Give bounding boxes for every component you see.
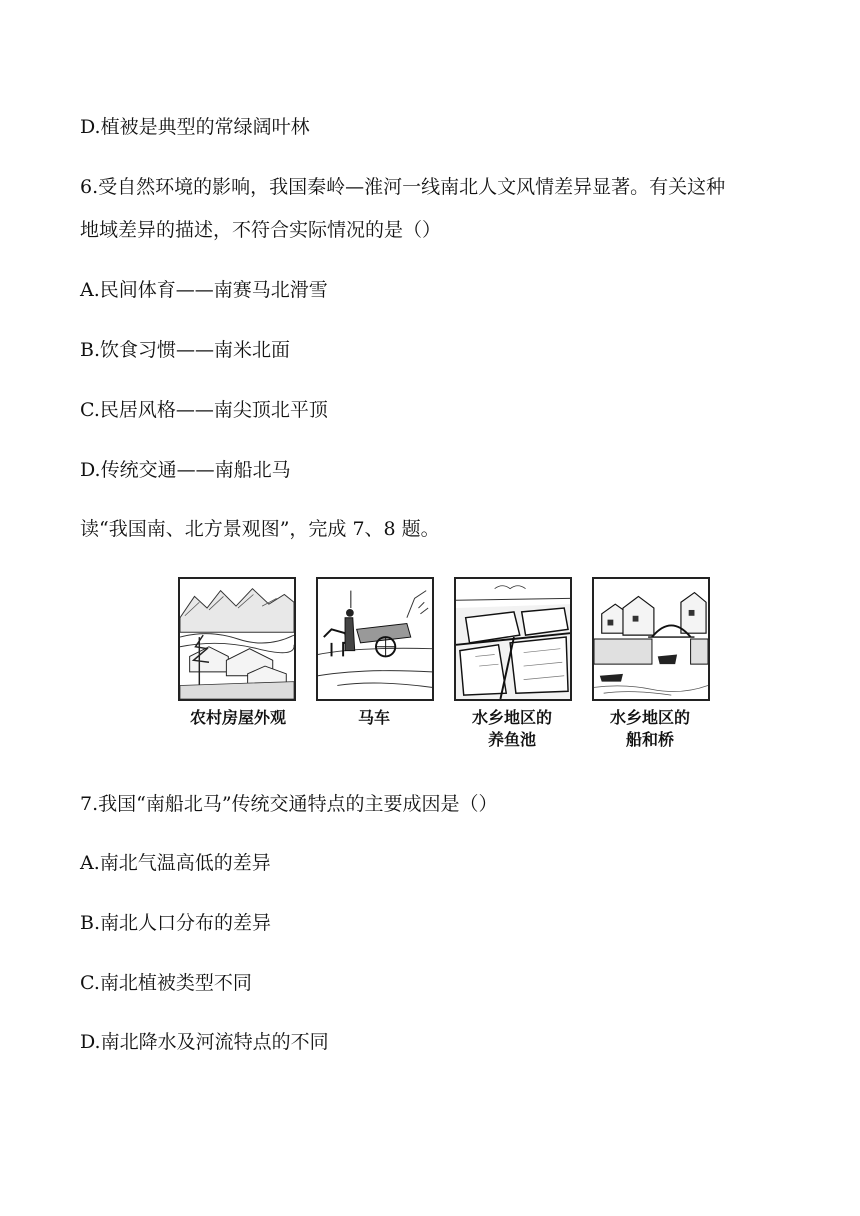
boat-bridge-illustration: [592, 577, 710, 701]
option-6d: D.传统交通——南船北马: [80, 459, 291, 481]
question-6-stem-line-1: 6.受自然环境的影响，我国秦岭—淮河一线南北人文风情差异显著。有关这种: [80, 176, 726, 198]
question-6-stem-line-2: 地域差异的描述，不符合实际情况的是（）: [80, 219, 442, 241]
option-7a: A.南北气温高低的差异: [80, 852, 271, 874]
caption-boat-bridge: 水乡地区的 船和桥: [609, 708, 690, 749]
caption-rural-houses: 农村房屋外观: [189, 708, 286, 727]
option-6c: C.民居风格——南尖顶北平顶: [80, 399, 328, 421]
caption-horse-cart: 马车: [357, 708, 390, 727]
option-7b: B.南北人口分布的差异: [80, 912, 272, 934]
caption-fish-pond: 水乡地区的 养鱼池: [471, 708, 552, 749]
landscape-figure: [178, 577, 712, 757]
rural-houses-illustration: [178, 577, 296, 701]
question-7-stem: 7.我国“南船北马”传统交通特点的主要成因是（）: [80, 793, 498, 815]
option-7d: D.南北降水及河流特点的不同: [80, 1031, 329, 1053]
horse-cart-illustration: [316, 577, 434, 701]
instruction-text: 读“我国南、北方景观图”，完成 7、8 题。: [80, 518, 440, 540]
option-6a: A.民间体育——南赛马北滑雪: [80, 279, 328, 301]
fish-pond-illustration: [454, 577, 572, 701]
option-6b: B.饮食习惯——南米北面: [80, 339, 291, 361]
option-7c: C.南北植被类型不同: [80, 972, 252, 994]
option-5d: D.植被是典型的常绿阔叶林: [80, 116, 310, 138]
